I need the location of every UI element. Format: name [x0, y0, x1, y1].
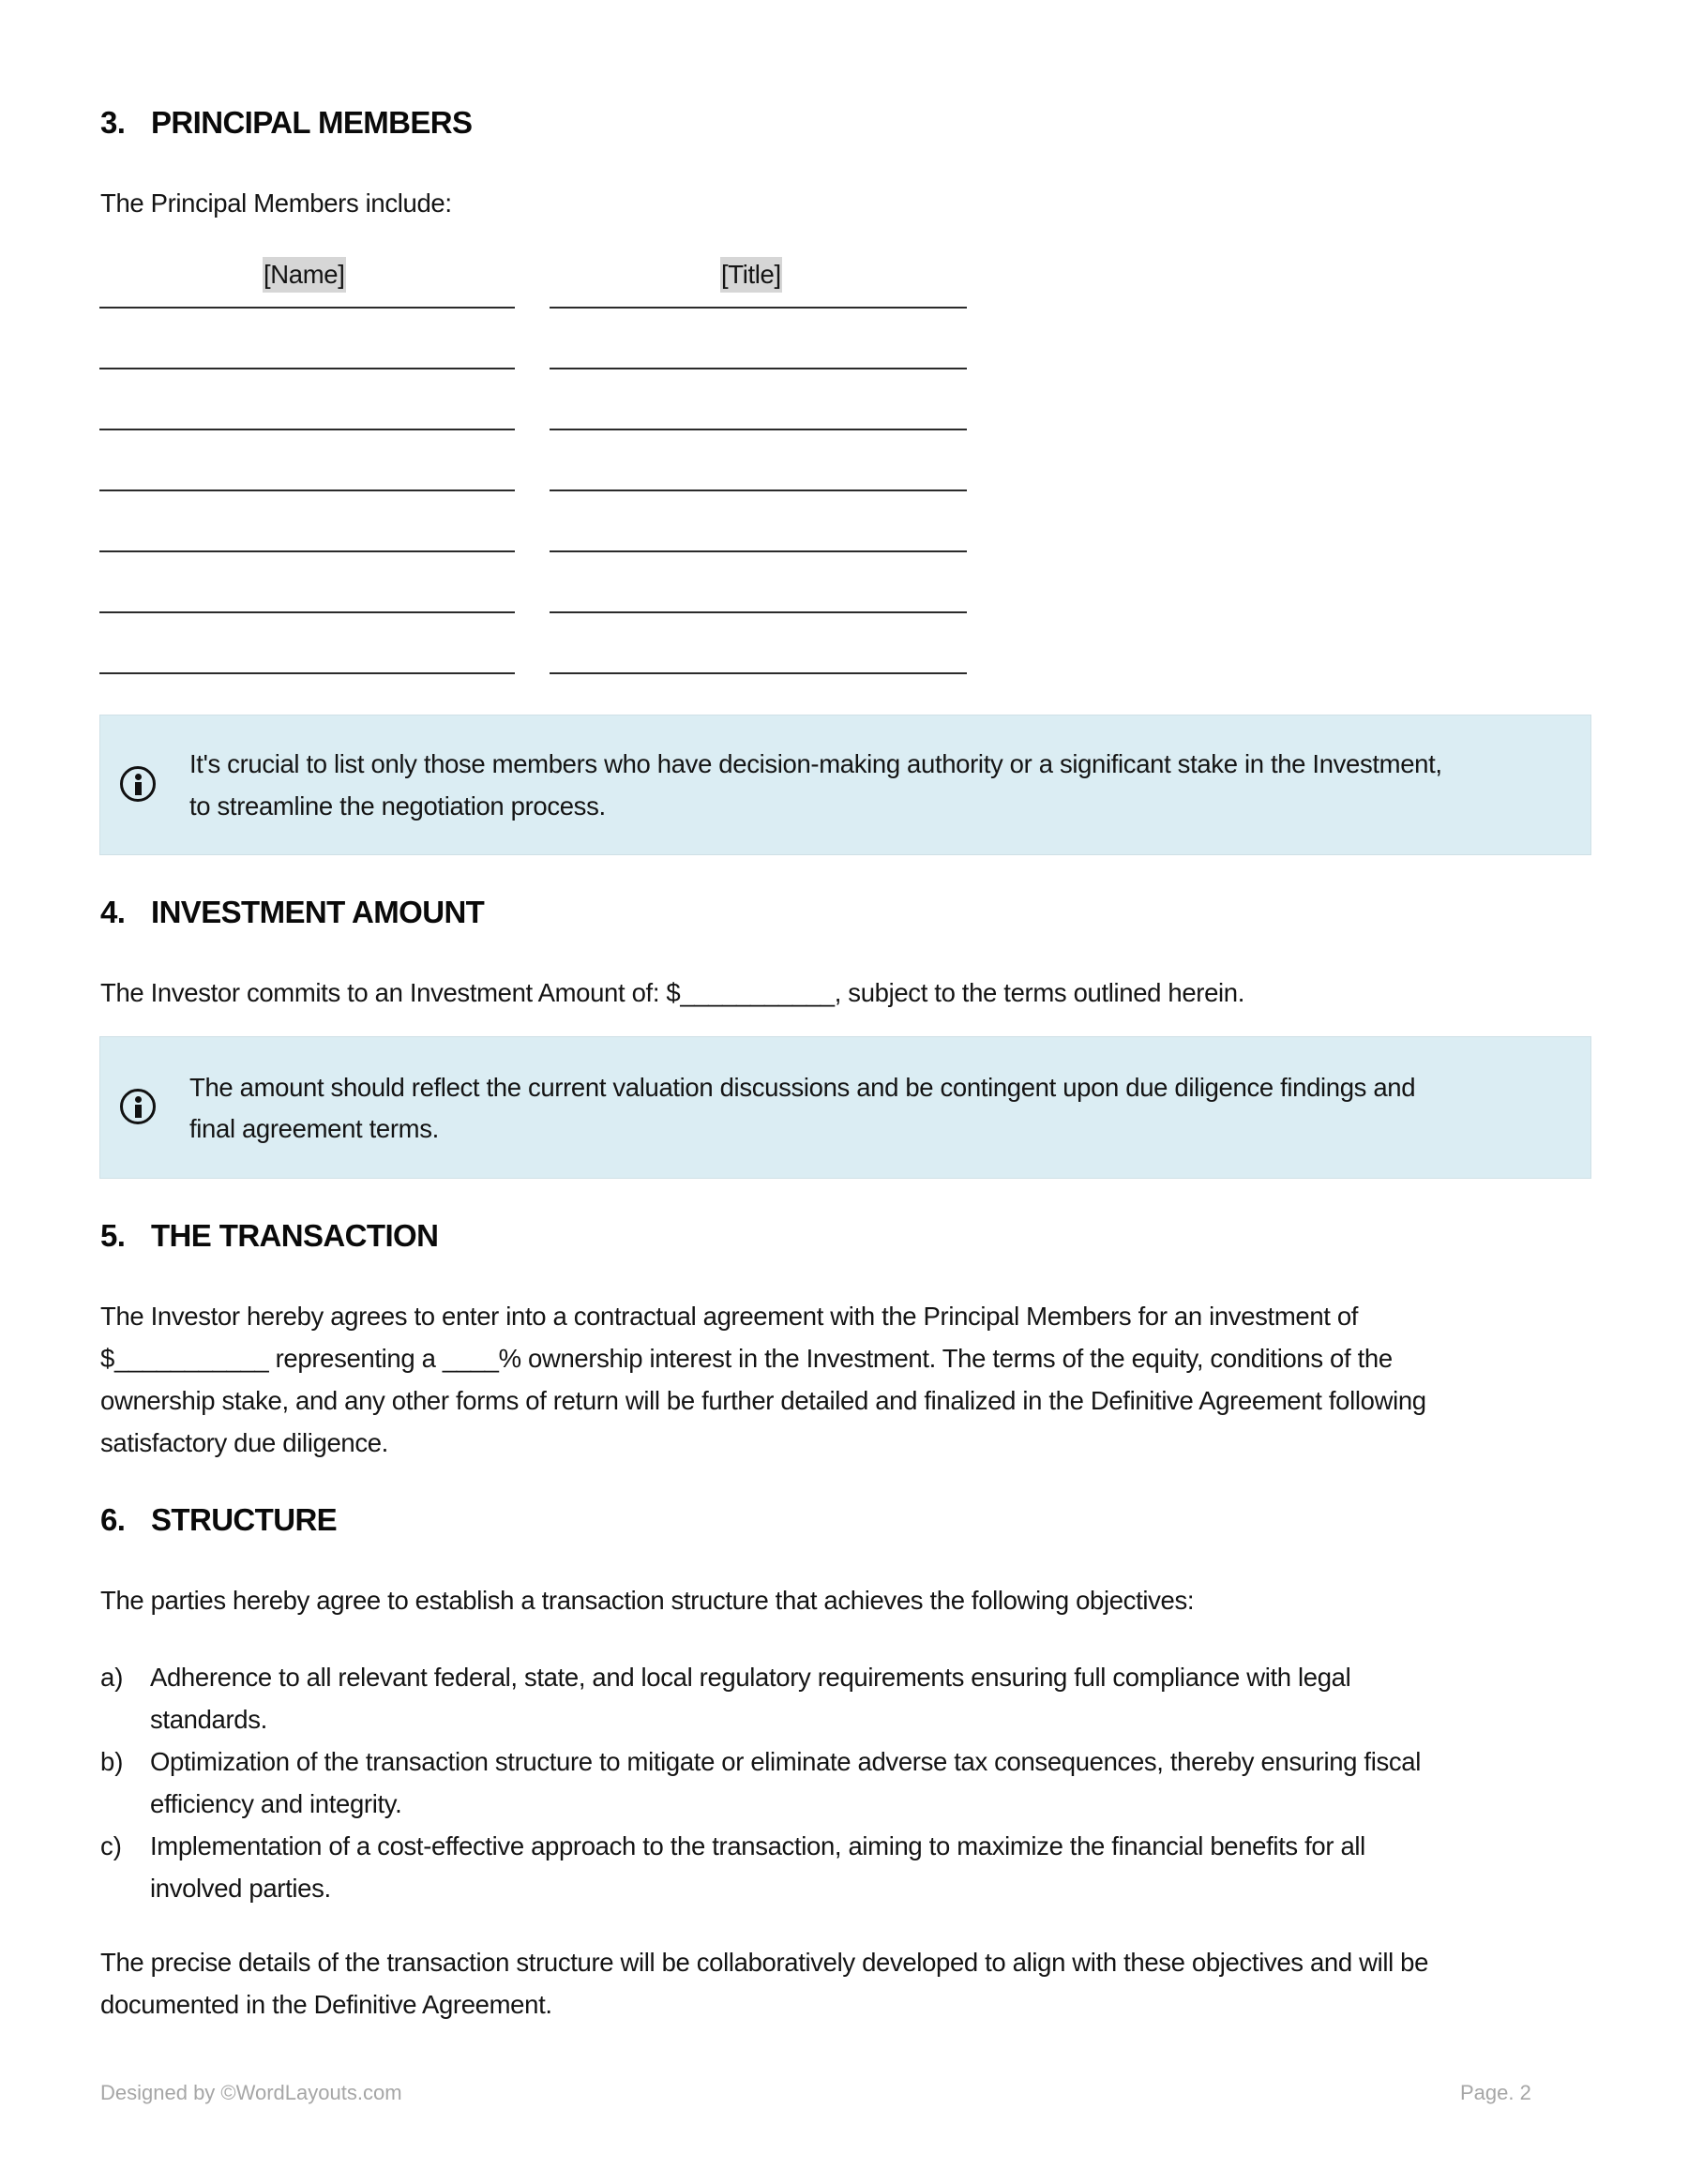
name-blank-line[interactable] — [99, 307, 515, 309]
name-blank-line[interactable] — [99, 429, 515, 430]
transaction-paragraph-line: satisfactory due diligence. — [100, 1428, 388, 1457]
list-marker: a) — [100, 1663, 124, 1692]
name-blank-line[interactable] — [99, 672, 515, 674]
section-number: 6. — [100, 1502, 126, 1537]
title-blank-line[interactable] — [550, 307, 967, 309]
principal-members-intro: The Principal Members include: — [100, 188, 452, 218]
page-number: Page. 2 — [1460, 2081, 1531, 2104]
list-item-line: Optimization of the transaction structure to mitigate or eliminate adverse tax consequences, thereby ensuring fiscal — [150, 1747, 1421, 1776]
section-6-heading — [100, 1501, 337, 1539]
section-title: STRUCTURE — [151, 1502, 338, 1537]
section-title: THE TRANSACTION — [151, 1218, 439, 1253]
info-icon — [120, 766, 156, 802]
note-box-principal-members — [99, 715, 1591, 855]
structure-closing-line: The precise details of the transaction structure will be collaboratively developed to align with these objectives and will be — [100, 1948, 1429, 1977]
title-blank-line[interactable] — [550, 672, 967, 674]
list-item-line: Adherence to all relevant federal, state, and local regulatory requirements ensuring full compliance with legal — [150, 1663, 1351, 1692]
transaction-paragraph-line: ownership stake, and any other forms of return will be further detailed and finalized in the Definitive Agreement following — [100, 1386, 1426, 1415]
note-text-line: The amount should reflect the current valuation discussions and be contingent upon due diligence findings and — [189, 1073, 1416, 1102]
transaction-paragraph-line: $___________ representing a ____% ownership interest in the Investment. The terms of the equity, conditions of the — [100, 1344, 1393, 1373]
investment-amount-text: The Investor commits to an Investment Amount of: $___________, subject to the terms outlined herein. — [100, 978, 1245, 1007]
name-blank-line[interactable] — [99, 490, 515, 491]
title-column-label[interactable]: [Title] — [720, 257, 782, 293]
transaction-paragraph-line: The Investor hereby agrees to enter into a contractual agreement with the Principal Members for an investment of — [100, 1302, 1359, 1331]
section-5-heading — [100, 1217, 438, 1255]
section-title: INVESTMENT AMOUNT — [151, 895, 485, 929]
list-item-line: standards. — [150, 1705, 267, 1734]
note-text-line: to streamline the negotiation process. — [189, 791, 606, 821]
name-column-label[interactable]: [Name] — [263, 257, 346, 293]
list-item-line: involved parties. — [150, 1874, 331, 1903]
list-marker: b) — [100, 1747, 124, 1776]
section-number: 4. — [100, 895, 126, 929]
section-title: PRINCIPAL MEMBERS — [151, 105, 473, 140]
section-3-heading — [100, 104, 472, 142]
note-text-line: final agreement terms. — [189, 1114, 439, 1143]
name-blank-line[interactable] — [99, 611, 515, 613]
section-4-heading — [100, 894, 484, 931]
title-blank-line[interactable] — [550, 490, 967, 491]
list-marker: c) — [100, 1831, 122, 1860]
note-text-line: It's crucial to list only those members who have decision-making authority or a significant stake in the Investment, — [189, 749, 1442, 778]
section-number: 5. — [100, 1218, 126, 1253]
name-blank-line[interactable] — [99, 550, 515, 552]
title-blank-line[interactable] — [550, 429, 967, 430]
title-blank-line[interactable] — [550, 368, 967, 369]
structure-closing-line: documented in the Definitive Agreement. — [100, 1990, 552, 2019]
footer-credit: Designed by ©WordLayouts.com — [100, 2081, 402, 2104]
list-item-line: Implementation of a cost-effective approach to the transaction, aiming to maximize the financial benefits for all — [150, 1831, 1365, 1860]
title-blank-line[interactable] — [550, 611, 967, 613]
structure-intro: The parties hereby agree to establish a transaction structure that achieves the following objectives: — [100, 1586, 1195, 1615]
list-item-line: efficiency and integrity. — [150, 1789, 402, 1818]
section-number: 3. — [100, 105, 126, 140]
info-icon — [120, 1089, 156, 1124]
note-box-investment-amount — [99, 1036, 1591, 1179]
title-blank-line[interactable] — [550, 550, 967, 552]
name-blank-line[interactable] — [99, 368, 515, 369]
